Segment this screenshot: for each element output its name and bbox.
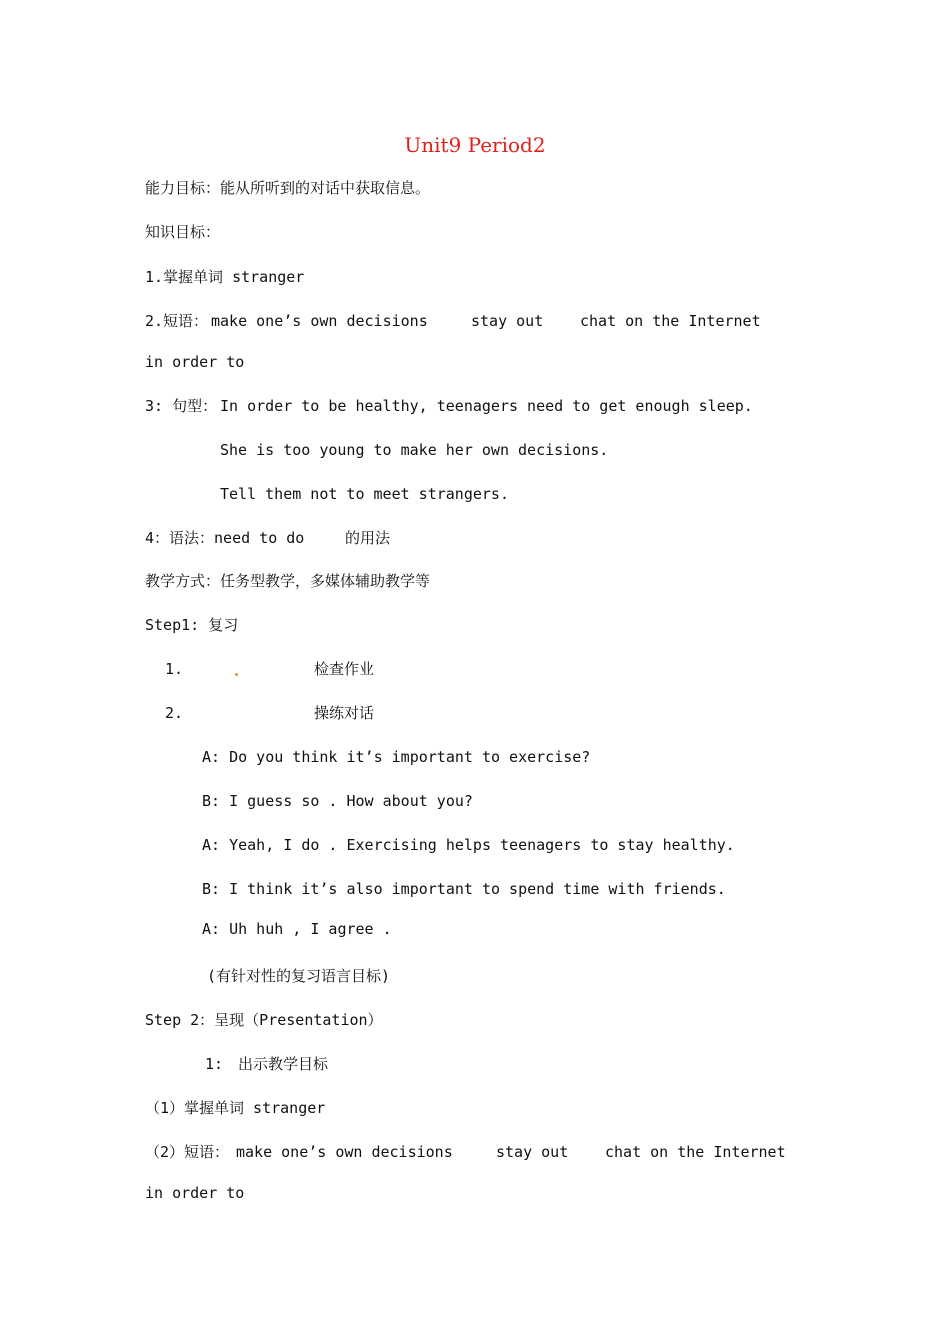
- review-note: (有针对性的复习语言目标): [207, 967, 391, 985]
- step1-heading: Step1: 复习: [145, 616, 239, 634]
- decorative-dot: [234, 659, 239, 679]
- step1-item-2-number: 2.: [165, 704, 184, 722]
- sentence-pattern-2: She is too young to make her own decisions.: [220, 441, 609, 459]
- objective-phrase-2: stay out: [496, 1143, 569, 1161]
- phrase-3: chat on the Internet: [580, 312, 761, 330]
- sentence-pattern-3: Tell them not to meet strangers.: [220, 485, 509, 503]
- knowledge-item-2-prefix: 2.短语：: [145, 312, 209, 330]
- objective-2-prefix: （2）短语：: [145, 1143, 230, 1161]
- step2-item-1-text: 出示教学目标: [238, 1055, 329, 1073]
- ability-goal: 能力目标：能从所听到的对话中获取信息。: [145, 179, 431, 197]
- step1-item-1-number: 1.: [165, 660, 184, 678]
- knowledge-item-4-suffix: 的用法: [345, 529, 391, 547]
- sentence-pattern-1: In order to be healthy, teenagers need to get enough sleep.: [220, 397, 753, 415]
- dialog-line-3: A: Yeah, I do . Exercising helps teenagers to stay healthy.: [202, 836, 735, 854]
- knowledge-item-3-prefix: 3: 句型：: [145, 397, 218, 415]
- objective-phrase-3: chat on the Internet: [605, 1143, 786, 1161]
- objective-phrase-4: in order to: [145, 1184, 245, 1202]
- dialog-line-4: B: I think it’s also important to spend time with friends.: [202, 880, 726, 898]
- dialog-line-5: A: Uh huh , I agree .: [202, 920, 392, 938]
- teaching-method: 教学方式：任务型教学，多媒体辅助教学等: [145, 572, 431, 590]
- phrase-1: make one’s own decisions: [211, 312, 428, 330]
- phrase-2: stay out: [471, 312, 544, 330]
- document-title: Unit9 Period2: [404, 133, 546, 157]
- dialog-line-2: B: I guess so . How about you?: [202, 792, 473, 810]
- phrase-4: in order to: [145, 353, 245, 371]
- step2-item-1-number: 1:: [205, 1055, 224, 1073]
- dialog-line-1: A: Do you think it’s important to exercise?: [202, 748, 591, 766]
- objective-1: （1）掌握单词 stranger: [145, 1099, 326, 1117]
- step1-item-2-text: 操练对话: [314, 704, 375, 722]
- knowledge-item-1: 1.掌握单词 stranger: [145, 268, 305, 286]
- step2-heading: Step 2：呈现（Presentation）: [145, 1011, 383, 1029]
- knowledge-goal-heading: 知识目标：: [145, 223, 221, 241]
- knowledge-item-4-prefix: 4：语法：need to do: [145, 529, 305, 547]
- objective-phrase-1: make one’s own decisions: [236, 1143, 453, 1161]
- step1-item-1-text: 检查作业: [314, 660, 375, 678]
